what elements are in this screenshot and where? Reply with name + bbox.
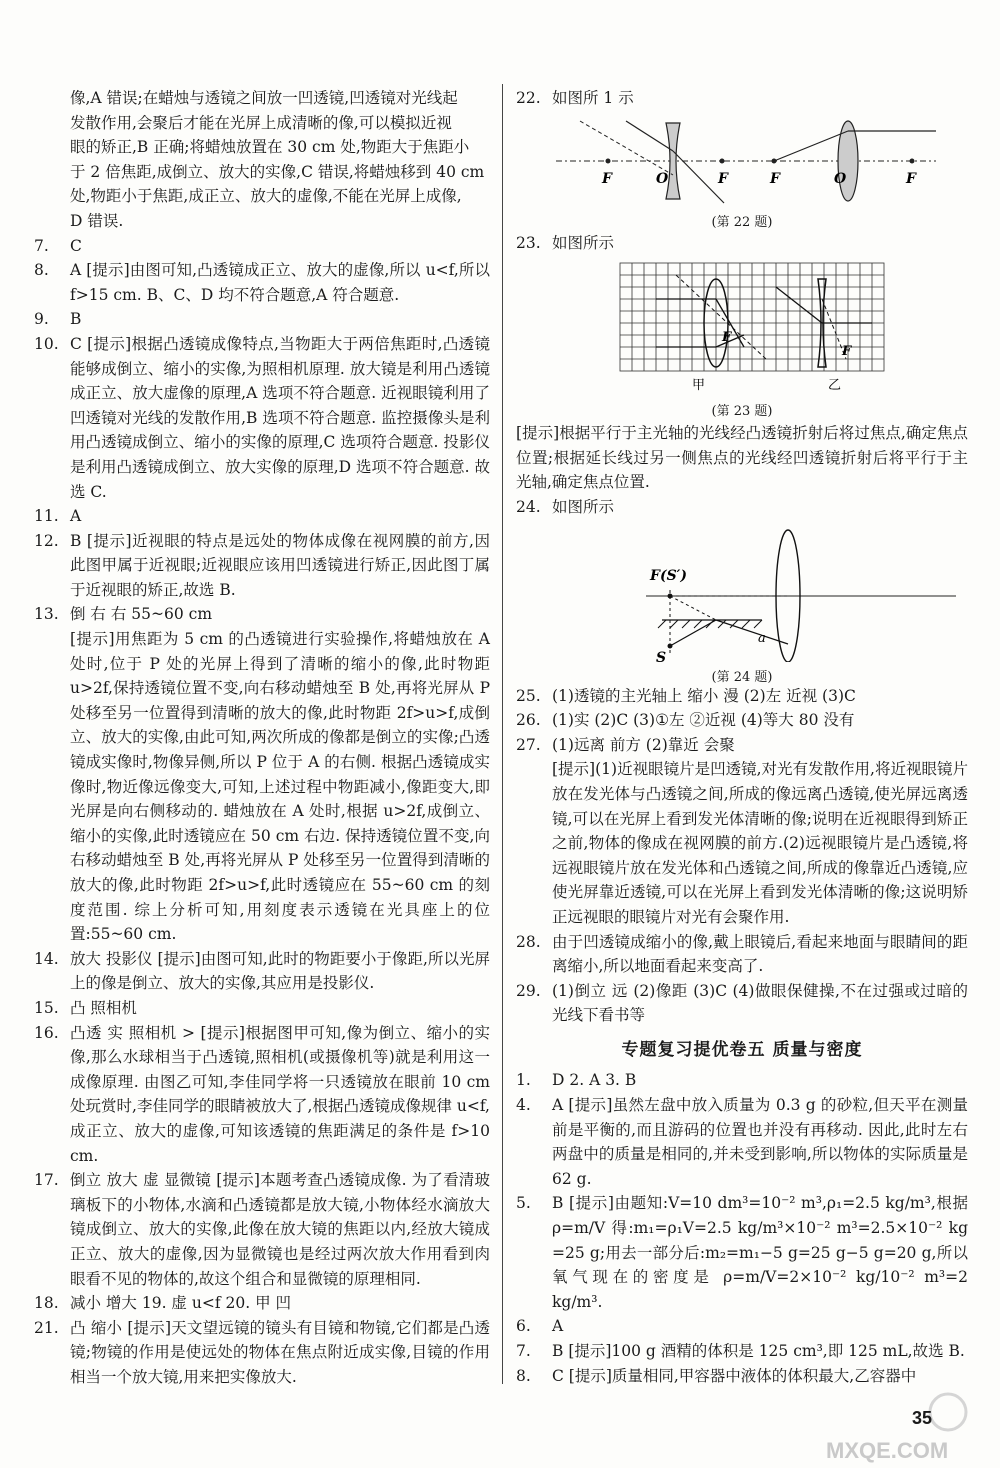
focus-label: F(S′) [650, 567, 687, 584]
label-jia: 甲 [692, 378, 706, 394]
answer-27-hint: [提示](1)近视眼镜片是凹透镜,对光有发散作用,将近视眼镜片放在发光体与凸透镜之间,所成的像远离凸透镜,使光屏远离透镜,可以在光屏上看到发光体清晰的像;说明在近视眼得到矫正之前,物体的像成在视网膜的前方.(2)远视眼镜片是凸透镜,将远视眼镜片放在发光体和凸透镜之间,所成的像靠近凸透镜,应使光屏靠近透镜,可以在光屏上看到发光体清晰的像;这说明矫正远视眼的眼镜片对光有会聚作用. [552, 760, 968, 926]
focus-label: F [770, 170, 780, 187]
watermark [820, 1390, 990, 1464]
figure-23 [516, 259, 968, 417]
figure-22-caption: (第 22 题) [711, 215, 773, 231]
answer-18-20: 18. 减小 增大 19. 虚 u<f 20. 甲 凹 [34, 1294, 291, 1313]
answer-23-hint: [提示]根据平行于主光轴的光线经凸透镜折射后将过焦点,确定焦点位置;根据延长线过另一侧焦点的光线经凹透镜折射后将平行于主光轴,确定焦点位置. [516, 424, 968, 492]
figure-24-diagram [516, 524, 968, 662]
answer-10: 10. C [提示]根据凸透镜成像特点,当物距大于两倍焦距时,凸透镜能够成倒立、缩小的实像,为照相机原理. 放大镜是利用凸透镜成正立、放大虚像的原理,A 选项不符合题意. 近视眼镜利用了凹透镜对光线的发散作用,B 选项不符合题意. 监控摄像头是利用凸透镜成倒立、缩小的实像的原理,C 选项符合题意. 投影仪是利用凸透镜成倒立、放大实像的原理,D 选项不符合题意. 故选 C. [34, 334, 490, 501]
focus-label: F [906, 170, 916, 187]
answer-7b: 7. B [提示]100 g 酒精的体积是 125 cm³,即 125 mL,故选 B. [516, 1342, 965, 1360]
answer-13-hint: [提示]用焦距为 5 cm 的凸透镜进行实验操作,将蜡烛放在 A 处时,位于 P 处的光屏上得到了清晰的缩小的像,此时物距 u>2f,保持透镜位置不变,向右移动蜡烛至 B 处,再将光屏从 P 处移至另一位置得到清晰的放大的像,此时物距 2f>u>f,成倒立、放大的实像,由此可知,两次所成的像都是倒立的实像;凸透镜成实像时,物像异侧,所以 P 位于 A 的右侧. 根据凸透镜成实像时,物近像远像变大,可知,上述过程中物距减小,像距变大,即光屏是向右侧移动的. 蜡烛放在 A 处时,根据 u>2f,成倒立、缩小的实像,此时透镜应在 50 cm 右边. 保持透镜位置不变,向右移动蜡烛至 B 处,再将光屏从 P 处移至另一位置得到清晰的放大的像,此时物距 2f>u>f,此时透镜应在 55~60 cm 的刻度范围. 综上分析可知,用刻度表示透镜在光具座上的位置:55~60 cm. [70, 630, 490, 944]
answer-22: 22. 如图所 1 示 [516, 89, 634, 107]
answer-5: 5. B [提示]由题知:V=10 dm³=10⁻² m³,ρ₁=2.5 kg/m³,根据 ρ=m/V 得:m₁=ρ₁V=2.5 kg/m³×10⁻² m³=2.5×10⁻² kg =25 g;用去一部分后:m₂=m₁−5 g=25 g−5 g=20 g,所以氧气现在的密度是 ρ=m/V=2×10⁻² kg/10⁻² m³=2 kg/m³. [516, 1194, 968, 1311]
focus-label: F [722, 330, 732, 346]
continued-answer: 像,A 错误;在蜡烛与透镜之间放一凹透镜,凹透镜对光线起 发散作用,会聚后才能在光屏上成清晰的像,可以模拟近视 眼的矫正,B 正确;将蜡烛放置在 30 cm 处,物距大于焦距小 于 2 倍焦距,成倒立、放大的实像,C 错误,将蜡烛移到 40 cm 处,物距小于焦距,成正立、放大的虚像,不能在光屏上成像, D 错误. [70, 89, 485, 230]
answer-8: 8. A [提示]由图可知,凸透镜成正立、放大的虚像,所以 u<f,所以 f>15 cm. B、C、D 均不符合题意,A 符合题意. [34, 261, 490, 304]
answer-17: 17. 倒立 放大 虚 显微镜 [提示]本题考查凸透镜成像. 为了看清玻璃板下的小物体,水滴和凸透镜都是放大镜,小物体经水滴放大镜成倒立、放大的实像,此像在放大镜的焦距以内,经放大镜成正立、放大的虚像,因为显微镜也是经过两次放大作用看到肉眼看不见的物体的,故这个组合和显微镜的原理相同. [34, 1171, 490, 1288]
answer-14: 14. 放大 投影仪 [提示]由图可知,此时的物距要小于像距,所以光屏上的像是倒立、放大的实像,其应用是投影仪. [34, 949, 490, 993]
focus-label: F [718, 170, 728, 187]
answer-9: 9. B [34, 310, 82, 329]
answer-28: 28. 由于凹透镜成缩小的像,戴上眼镜后,看起来地面与眼睛间的距离缩小,所以地面看起来变高了. [516, 932, 968, 976]
answer-27: 27. (1)远离 前方 (2)靠近 会聚 [516, 735, 735, 754]
figure-22-diagram [516, 115, 968, 207]
optical-center-label: O [656, 170, 669, 187]
answer-13: 13. 倒 右 右 55~60 cm [34, 605, 213, 624]
focus-label: F [602, 170, 612, 187]
convex-lens [838, 121, 858, 201]
answer-7: 7. C [34, 236, 82, 255]
answer-29: 29. (1)倒立 远 (2)像距 (3)C (4)做眼保健操,不在过强或过暗的光线下看书等 [516, 981, 968, 1025]
ray-label: a [758, 630, 766, 646]
answer-16: 16. 凸透 实 照相机 > [提示]根据图甲可知,像为倒立、缩小的实像,那么水球相当于凸透镜,照相机(或摄像机等)就是利用这一成像原理. 由图乙可知,李佳同学将一只透镜放在眼前 10 cm 处玩赏时,李佳同学的眼睛被放大了,根据凸透镜成像规律 u<f,成正立、放大的虚像,可知该透镜的焦距满足的条件是 f>10 cm. [34, 1023, 490, 1165]
answer-26: 26. (1)实 (2)C (3)①左 ②近视 (4)等大 80 没有 [516, 711, 855, 730]
page-number: 35 [912, 1408, 933, 1428]
figure-23-diagram [516, 259, 968, 395]
focus-label: F [842, 344, 852, 360]
figure-24-caption: (第 24 题) [711, 670, 773, 686]
right-column [516, 86, 968, 1388]
answer-11: 11. A [34, 507, 82, 526]
answer-15: 15. 凸 照相机 [34, 998, 137, 1017]
answer-21: 21. 凸 缩小 [提示]天文望远镜的镜头有目镜和物镜,它们都是凸透镜;物镜的作用是使远处的物体在焦点附近成实像,目镜的作用相当一个放大镜,用来把实像放大. [34, 1318, 490, 1386]
answer-12: 12. B [提示]近视眼的特点是远处的物体成像在视网膜的前方,因此图甲属于近视眼;近视眼应该用凹透镜进行矫正,因此图丁属于近视眼的矫正,故选 B. [34, 531, 490, 599]
figure-24 [516, 524, 968, 686]
answer-23: 23. 如图所示 [516, 233, 615, 252]
answer-8b: 8. C [提示]质量相同,甲容器中液体的体积最大,乙容器中 [516, 1366, 917, 1385]
answer-4: 4. A [提示]虽然左盘中放入质量为 0.3 g 的砂粒,但天平在测量前是平衡的,而且游码的位置也并没有再移动. 因此,此时左右两盘中的质量是相同的,并未受到影响,所以物体的实际质量是 62 g. [516, 1096, 968, 1188]
section-title: 专题复习提优卷五 质量与密度 [621, 1039, 863, 1060]
answer-1-3: 1. D 2. A 3. B [516, 1071, 637, 1090]
optical-center-label: O [834, 170, 847, 187]
answer-24: 24. 如图所示 [516, 497, 615, 516]
figure-23-caption: (第 23 题) [711, 403, 773, 419]
label-yi: 乙 [828, 378, 842, 394]
figure-22 [516, 115, 968, 231]
source-label: S [656, 649, 667, 662]
left-column [34, 86, 490, 1389]
answer-6: 6. A [516, 1317, 564, 1336]
answer-25: 25. (1)透镜的主光轴上 缩小 漫 (2)左 近视 (3)C [516, 686, 856, 705]
column-divider [502, 84, 503, 1384]
svg-text:MXQE.COM: MXQE.COM [826, 1438, 949, 1463]
